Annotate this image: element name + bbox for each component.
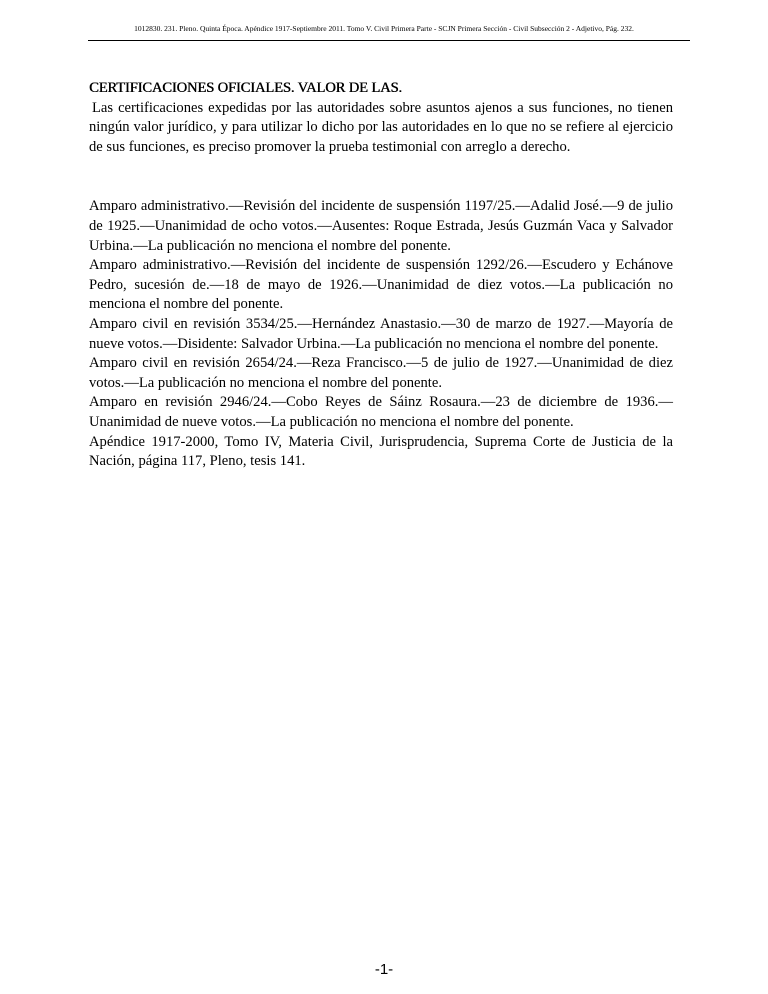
thesis-title: CERTIFICACIONES OFICIALES. VALOR DE LAS. <box>89 80 402 96</box>
thesis-body: Las certificaciones expedidas por las autoridades sobre asuntos ajenos a sus funciones, no tienen ningún valor jurídico, y para utilizar lo dicho por las autoridades en lo que no se refiere al ejercicio de sus funciones, es preciso promover la prueba testimonial con arreglo a derecho. <box>89 99 673 155</box>
page-header-citation: 1012830. 231. Pleno. Quinta Época. Apéndice 1917-Septiembre 2011. Tomo V. Civil Primera Parte - SCJN Primera Sección - Civil Subsección 2 - Adjetivo, Pág. 232. <box>134 24 634 33</box>
precedent-item: Amparo administrativo.—Revisión del incidente de suspensión 1292/26.—Escudero y Echánove Pedro, sucesión de.—18 de mayo de 1926.—Unanimidad de diez votos.—La publicación no menciona el nombre del ponente. <box>89 257 673 313</box>
precedent-item: Amparo civil en revisión 2654/24.—Reza Francisco.—5 de julio de 1927.—Unanimidad de diez votos.—La publicación no menciona el nombre del ponente. <box>89 355 673 391</box>
document-content <box>89 79 673 472</box>
source-reference: Apéndice 1917-2000, Tomo IV, Materia Civil, Jurisprudencia, Suprema Corte de Justicia de la Nación, página 117, Pleno, tesis 141. <box>89 433 673 470</box>
precedent-item: Amparo en revisión 2946/24.—Cobo Reyes de Sáinz Rosaura.—23 de diciembre de 1936.—Unanimidad de nueve votos.—La publicación no menciona el nombre del ponente. <box>89 394 673 430</box>
precedents-list <box>89 197 673 471</box>
precedent-item: Amparo administrativo.—Revisión del incidente de suspensión 1197/25.—Adalid José.—9 de julio de 1925.—Unanimidad de ocho votos.—Ausentes: Roque Estrada, Jesús Guzmán Vaca y Salvador Urbina.—La publicación no menciona el nombre del ponente. <box>89 198 673 254</box>
page-number: -1- <box>374 961 394 978</box>
header-divider <box>88 40 690 41</box>
precedent-item: Amparo civil en revisión 3534/25.—Hernández Anastasio.—30 de marzo de 1927.—Mayoría de nueve votos.—Disidente: Salvador Urbina.—La publicación no menciona el nombre del ponente. <box>89 315 673 352</box>
